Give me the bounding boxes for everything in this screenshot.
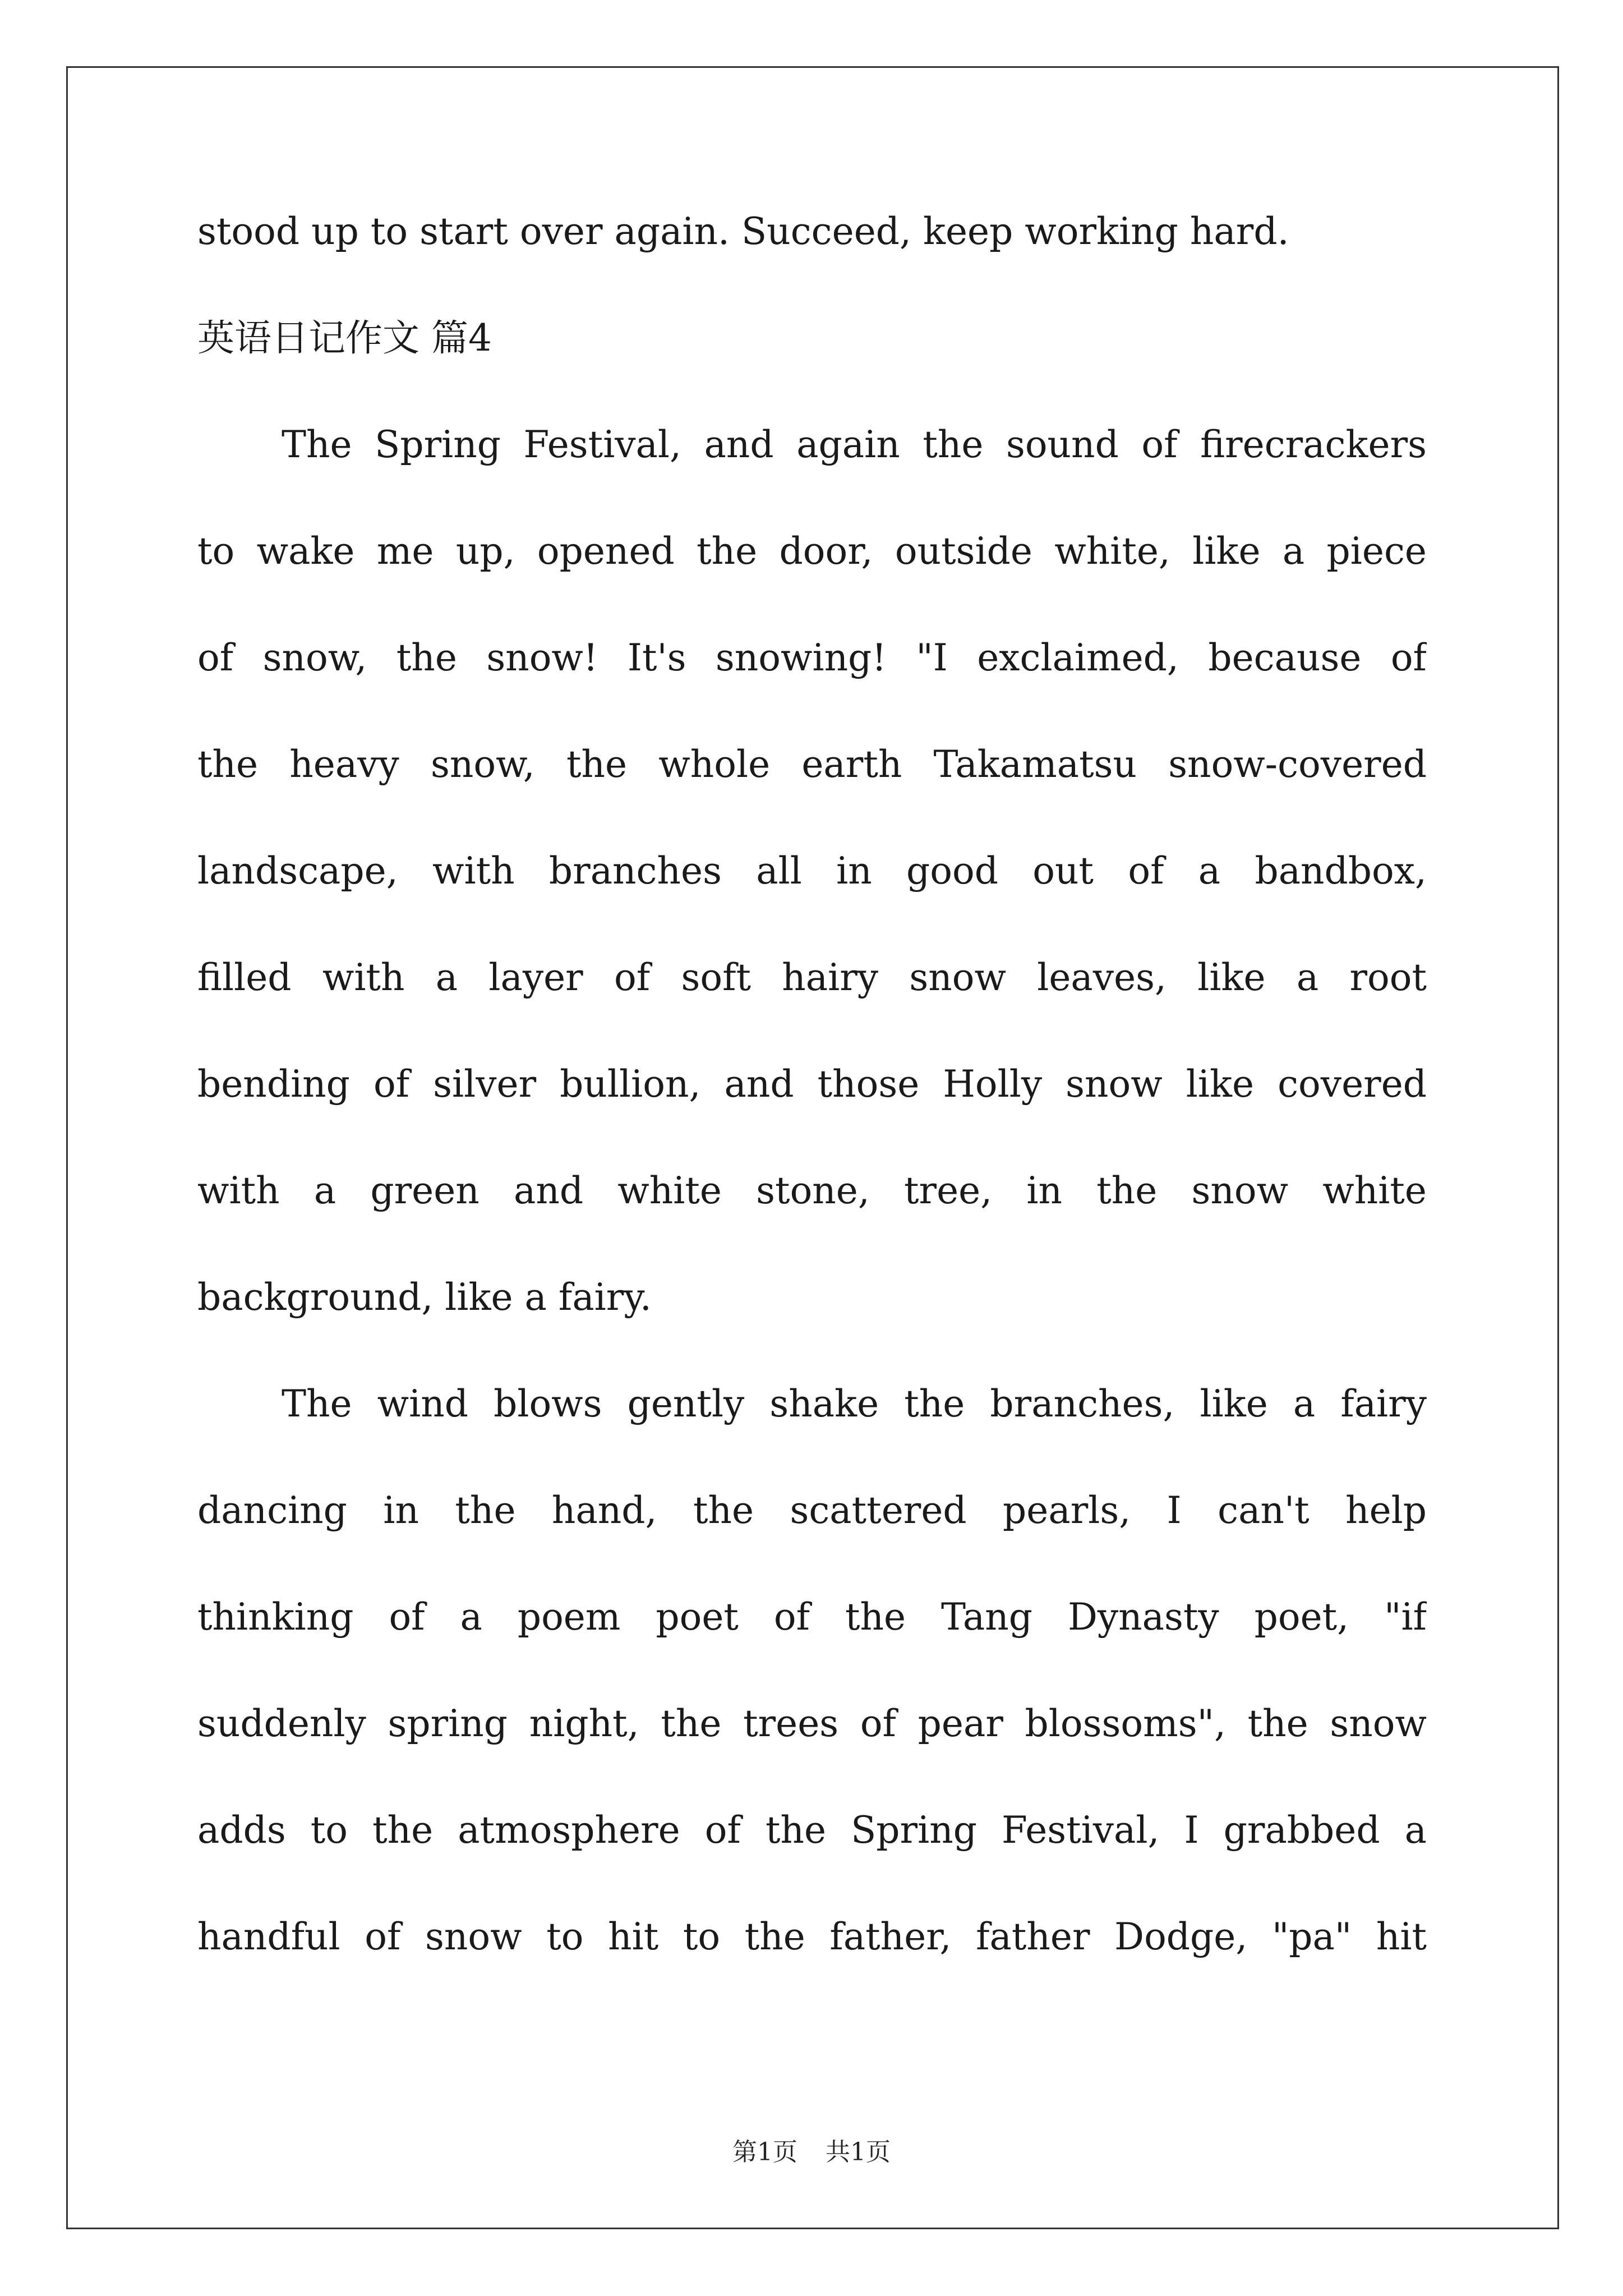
text-line: dancing in the hand, the scattered pearls, I can't help (197, 1492, 1427, 1532)
text-line: bending of silver bullion, and those Holly snow like covered (197, 1066, 1427, 1106)
text-line: adds to the atmosphere of the Spring Festival, I grabbed a (197, 1812, 1427, 1852)
text-line: The wind blows gently shake the branches, like a fairy (282, 1386, 1427, 1425)
text-line: thinking of a poem poet of the Tang Dynasty poet, "if (197, 1599, 1427, 1639)
document-body (197, 213, 1427, 2025)
section-heading: 英语日记作文 篇4 (197, 320, 492, 360)
text-line: the heavy snow, the whole earth Takamatsu snow-covered (197, 746, 1427, 786)
text-line: handful of snow to hit to the father, father Dodge, "pa" hit (197, 1918, 1427, 1958)
text-line: filled with a layer of soft hairy snow leaves, like a root (197, 959, 1427, 999)
text-line: with a green and white stone, tree, in the snow white (197, 1172, 1427, 1212)
page-footer (0, 2132, 1623, 2168)
text-line: landscape, with branches all in good out of a bandbox, (197, 853, 1427, 892)
text-line: The Spring Festival, and again the sound of firecrackers (282, 426, 1427, 466)
text-line: suddenly spring night, the trees of pear blossoms", the snow (197, 1705, 1427, 1745)
page-total: 共1页 (826, 2138, 891, 2166)
page-number: 第1页 (732, 2138, 797, 2166)
text-line: background, like a fairy. (197, 1279, 652, 1319)
text-line: to wake me up, opened the door, outside white, like a piece (197, 533, 1427, 573)
text-line: of snow, the snow! It's snowing! "I exclaimed, because of (197, 639, 1427, 679)
text-line: stood up to start over again. Succeed, keep working hard. (197, 213, 1289, 253)
